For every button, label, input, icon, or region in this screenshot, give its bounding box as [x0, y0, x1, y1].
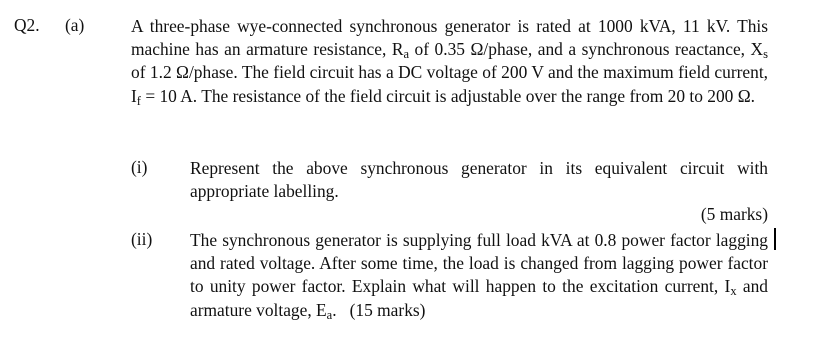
subquestion-i-text — [190, 157, 768, 227]
subquestion-label-ii: (ii) — [131, 229, 153, 249]
subquestion-label-i: (i) — [131, 157, 148, 177]
subquestion-ii-text-1: The synchronous generator is supplying full load kVA at 0.8 power factor lagging and rated voltage. After some time, the load is changed from lagging power factor to unity power factor. Explain what will happen to the excitation current, I — [190, 230, 768, 297]
subquestion-ii-text — [190, 229, 768, 322]
subquestion-i-body: Represent the above synchronous generator in its equivalent circuit with appropriate labelling. — [190, 158, 768, 202]
question-intro-paragraph — [131, 15, 768, 108]
intro-subscript-a: a — [403, 47, 409, 62]
intro-text-3: of 1.2 Ω/phase. The field circuit has a DC voltage of 200 V and the maximum field current, I — [131, 62, 768, 106]
subquestion-ii-subscript-x: x — [730, 284, 737, 299]
text-cursor — [774, 228, 776, 250]
subquestion-ii-text-2: and armature voltage, E — [190, 276, 768, 320]
intro-subscript-s: s — [763, 47, 768, 62]
intro-text-2: of 0.35 Ω/phase, and a synchronous reactance, X — [409, 39, 764, 60]
intro-text-4: = 10 A. The resistance of the field circuit is adjustable over the range from 20 to 200 Ω. — [140, 85, 755, 106]
subquestion-ii-text-3: . — [332, 299, 337, 320]
intro-text-1: A three-phase wye-connected synchronous generator is rated at 1000 kVA, 11 kV. This machine has an armature resistance, R — [131, 16, 768, 60]
intro-subscript-f: f — [136, 93, 141, 108]
question-part-label: (a) — [65, 15, 85, 35]
subquestion-ii-subscript-a: a — [326, 307, 333, 322]
question-number: Q2. — [14, 15, 40, 35]
subquestion-i-marks-row — [190, 203, 768, 226]
subquestion-ii-marks: (15 marks) — [349, 299, 426, 320]
subquestion-i-marks: (5 marks) — [700, 204, 768, 225]
